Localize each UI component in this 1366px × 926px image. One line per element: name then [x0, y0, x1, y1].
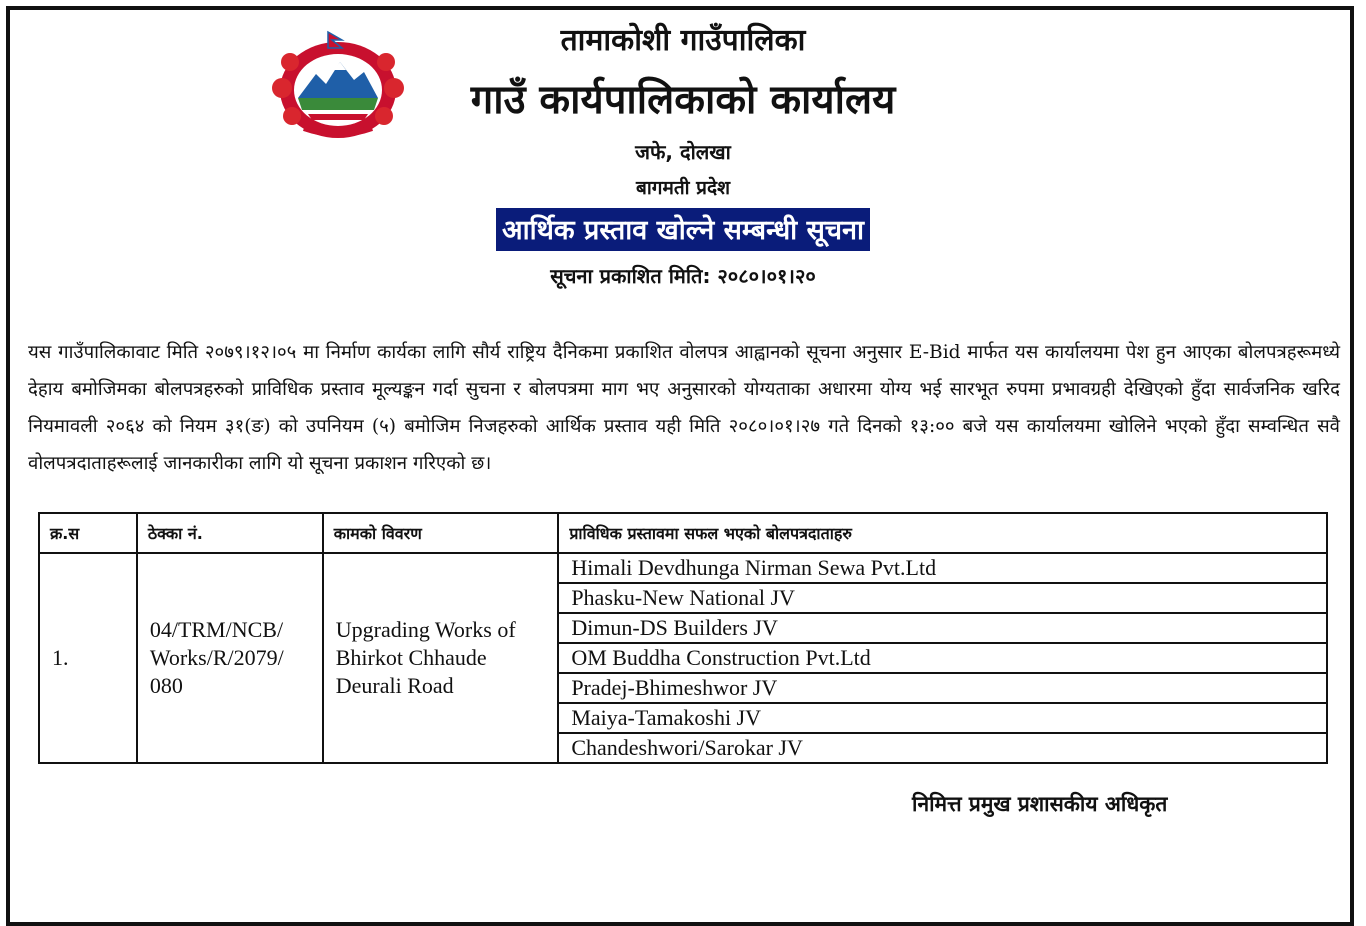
signatory-title: निमित्त प्रमुख प्रशासकीय अधिकृत — [912, 792, 1168, 816]
header-work-description: कामको विवरण — [323, 513, 559, 553]
office-name: गाउँ कार्यपालिकाको कार्यालय — [470, 77, 896, 123]
bidder-name: Pradej-Bhimeshwor JV — [559, 674, 1326, 704]
bidder-name: Himali Devdhunga Nirman Sewa Pvt.Ltd — [559, 554, 1326, 584]
publication-date: सूचना प्रकाशित मिति: २०८०।०१।२० — [550, 264, 816, 288]
successful-bidders-table — [38, 512, 1328, 764]
contract-number-cell: 04/TRM/NCB/ Works/R/2079/ 080 — [137, 553, 323, 763]
work-description-cell: Upgrading Works of Bhirkot Chhaude Deurali Road — [323, 553, 559, 763]
table-row — [39, 553, 1327, 763]
municipality-name: तामाकोशी गाउँपालिका — [560, 23, 806, 58]
notice-title: आर्थिक प्रस्ताव खोल्ने सम्बन्धी सूचना — [496, 208, 870, 251]
bidder-name: Chandeshwori/Sarokar JV — [571, 735, 803, 760]
bidder-name: OM Buddha Construction Pvt.Ltd — [559, 644, 1326, 674]
notice-body-paragraph: यस गाउँपालिकावाट मिति २०७९।१२।०५ मा निर्माण कार्यका लागि सौर्य राष्ट्रिय दैनिकमा प्रकाशित वोलपत्र आह्वानको सूचना अनुसार E-Bid मार्फत यस कार्यालयमा पेश हुन आएका बोलपत्रहरूमध्ये देहाय बमोजिमका बोलपत्रहरुको प्राविधिक प्रस्ताव मूल्यङ्कन गर्दा सुचना र बोलपत्रमा माग भए अनुसारको योग्यताका अधारमा योग्य भई सारभूत रुपमा प्रभावग्रही देखिएको हुँदा सार्वजनिक खरिद नियमावली २०६४ को नियम ३१(ङ) को उपनियम (५) बमोजिम निजहरुको आर्थिक प्रस्ताव यही मिति २०८०।०१।२७ गते दिनको १३:०० बजे यस कार्यालयमा खोलिने भएको हुँदा सम्वन्धित सवै वोलपत्रदाताहरूलाई जानकारीका लागि यो सूचना प्रकाशन गरिएको छ। — [28, 342, 1341, 474]
bidder-name: Dimun-DS Builders JV — [559, 614, 1326, 644]
office-location: जफे, दोलखा — [635, 140, 731, 164]
table-header-row — [39, 513, 1327, 553]
bidder-name: Maiya-Tamakoshi JV — [559, 704, 1326, 734]
header-contract-number: ठेक्का नं. — [137, 513, 323, 553]
bidder-name: Phasku-New National JV — [559, 584, 1326, 614]
header-successful-bidders: प्राविधिक प्रस्तावमा सफल भएको बोलपत्रदाताहरु — [558, 513, 1327, 553]
province-name: बागमती प्रदेश — [635, 177, 730, 199]
header-serial-number: क्र.स — [39, 513, 137, 553]
notice-title-wrapper — [0, 208, 1366, 251]
bidders-cell — [558, 553, 1327, 763]
serial-number-cell: 1. — [39, 553, 137, 763]
